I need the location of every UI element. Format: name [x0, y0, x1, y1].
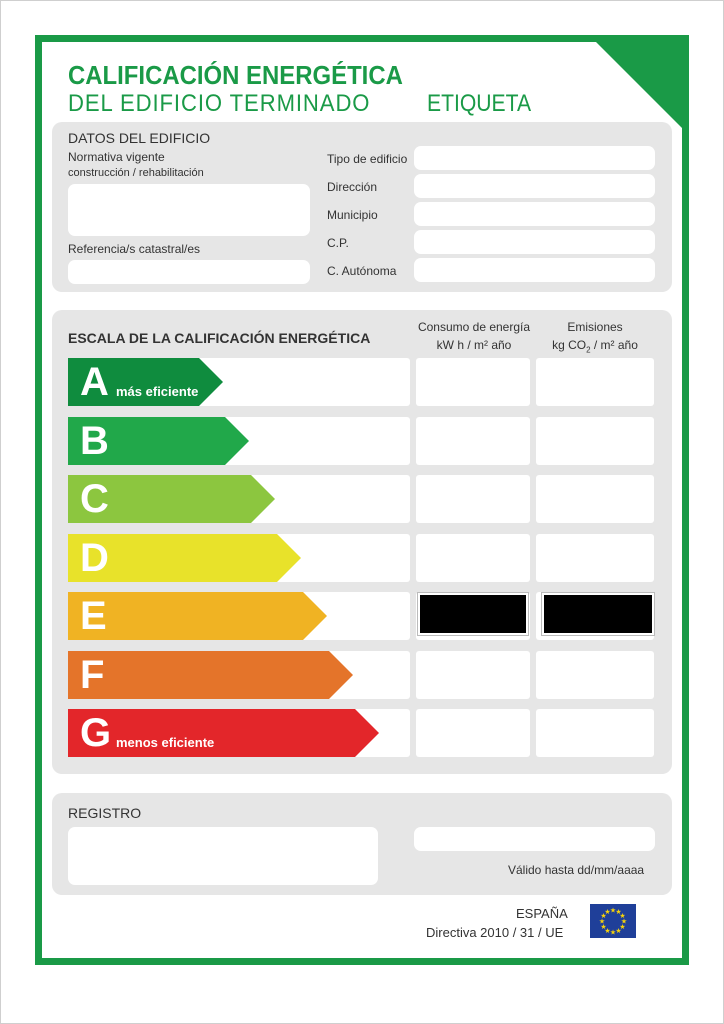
eu-star-icon: ★ [604, 928, 611, 936]
escala-heading: ESCALA DE LA CALIFICACIÓN ENERGÉTICA [68, 330, 371, 346]
normativa-label-1: Normativa vigente [68, 150, 165, 164]
valido-field[interactable] [414, 827, 655, 851]
cp-label: C.P. [327, 236, 349, 250]
referencia-field[interactable] [68, 260, 310, 284]
label-tag: ETIQUETA [427, 90, 532, 117]
escala-panel [52, 310, 672, 774]
class-letter-c: C [80, 477, 109, 521]
class-arrow-c [68, 475, 275, 523]
datos-panel [52, 122, 672, 292]
municipio-label: Municipio [327, 208, 378, 222]
class-sub-g: menos eficiente [116, 735, 215, 750]
eu-star-icon: ★ [604, 908, 611, 916]
emisiones-cell-f[interactable] [536, 651, 654, 699]
normativa-field[interactable] [68, 184, 310, 236]
cp-field[interactable] [414, 230, 655, 254]
label-frame [35, 35, 689, 965]
datos-heading: DATOS DEL EDIFICIO [68, 130, 211, 146]
consumo-cell-b[interactable] [416, 417, 530, 465]
consumo-header-2: kW h / m² año [436, 338, 512, 352]
eu-star-icon: ★ [620, 918, 628, 926]
class-arrow-d [68, 534, 301, 582]
eu-star-icon: ★ [609, 929, 617, 937]
title-line2: DEL EDIFICIO TERMINADO [68, 90, 371, 117]
consumo-cell-a[interactable] [416, 358, 530, 406]
emisiones-cell-g[interactable] [536, 709, 654, 757]
normativa-label-2: construcción / rehabilitación [68, 167, 204, 179]
consumo-cell-c[interactable] [416, 475, 530, 523]
eu-star-icon: ★ [615, 908, 622, 916]
consumo-header-1: Consumo de energía [417, 320, 531, 334]
eu-flag-icon [590, 904, 636, 938]
emisiones-header-1: Emisiones [567, 320, 623, 334]
referencia-label: Referencia/s catastral/es [68, 242, 201, 256]
class-letter-a: A [80, 360, 109, 404]
directive-label: Directiva 2010 / 31 / UE [426, 925, 564, 940]
autonoma-field[interactable] [414, 258, 655, 282]
class-arrow-e [68, 592, 327, 640]
class-letter-f: F [80, 652, 105, 697]
direccion-field[interactable] [414, 174, 655, 198]
emisiones-value-marker [542, 593, 654, 635]
title-line1: CALIFICACIÓN ENERGÉTICA [68, 60, 403, 90]
consumo-cell-g[interactable] [416, 709, 530, 757]
eu-star-icon: ★ [598, 918, 606, 926]
country-label: ESPAÑA [516, 906, 568, 921]
class-letter-d: D [80, 535, 109, 580]
emisiones-cell-a[interactable] [536, 358, 654, 406]
direccion-label: Dirección [327, 180, 378, 194]
class-sub-a: más eficiente [116, 384, 199, 399]
class-arrow-b [68, 417, 249, 465]
class-letter-b: B [80, 418, 109, 463]
class-letter-g: G [80, 711, 112, 755]
corner-triangle [595, 41, 683, 129]
emisiones-cell-c[interactable] [536, 475, 654, 523]
eu-star-icon: ★ [619, 924, 626, 931]
eu-star-icon: ★ [600, 913, 607, 920]
emisiones-cell-d[interactable] [536, 534, 654, 582]
consumo-value-marker [418, 593, 528, 635]
class-letter-e: E [80, 594, 107, 638]
registro-heading: REGISTRO [68, 805, 142, 821]
consumo-cell-f[interactable] [416, 651, 530, 699]
tipo-field[interactable] [414, 146, 655, 170]
eu-star-icon: ★ [609, 907, 617, 915]
registro-panel [52, 793, 672, 895]
consumo-cell-d[interactable] [416, 534, 530, 582]
registro-field[interactable] [68, 827, 378, 885]
eu-star-icon: ★ [615, 928, 622, 936]
municipio-field[interactable] [414, 202, 655, 226]
valido-label: Válido hasta dd/mm/aaaa [508, 863, 645, 877]
autonoma-label: C. Autónoma [327, 264, 397, 278]
emisiones-cell-b[interactable] [536, 417, 654, 465]
class-arrow-g [68, 709, 379, 757]
eu-star-icon: ★ [619, 913, 626, 920]
emisiones-header-2: kg $CO_2 / m^2$ año [552, 338, 638, 355]
label-body [42, 42, 682, 958]
tipo-label: Tipo de edificio [327, 152, 408, 166]
class-arrow-a [68, 358, 223, 406]
eu-star-icon: ★ [600, 924, 607, 931]
class-arrow-f [68, 651, 353, 699]
